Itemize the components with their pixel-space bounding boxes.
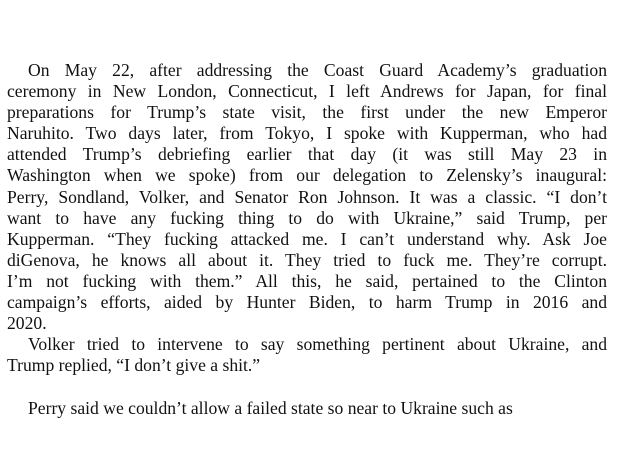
text-line: Volker tried to intervene to say something pertinent about Ukraine, and bbox=[28, 334, 607, 355]
text-line: Washington when we spoke) from our delegation to Zelensky’s inaugural: bbox=[7, 165, 607, 186]
paragraph-2 bbox=[7, 334, 607, 376]
text-line: On May 22, after addressing the Coast Guard Academy’s graduation bbox=[28, 60, 607, 80]
text-line: Trump replied, “I don’t give a shit.” bbox=[7, 355, 261, 376]
cut-off-text: Perry said we couldn’t allow a failed state so near to Ukraine such as bbox=[28, 398, 513, 418]
cut-off-line bbox=[7, 398, 607, 418]
text-line: attended Trump’s debriefing earlier that day (it was still May 23 in bbox=[7, 144, 607, 165]
text-line: Kupperman. “They fucking attacked me. I can’t understand why. Ask Joe bbox=[7, 228, 607, 249]
paragraph-1 bbox=[7, 60, 607, 334]
text-line: ceremony in New London, Connecticut, I left Andrews for Japan, for final bbox=[7, 81, 607, 102]
text-line: 2020. bbox=[7, 313, 47, 334]
text-line: Perry, Sondland, Volker, and Senator Ron Johnson. It was a classic. “I don’t bbox=[7, 186, 607, 207]
text-line: want to have any fucking thing to do with Ukraine,” said Trump, per bbox=[7, 207, 607, 228]
text-line: campaign’s efforts, aided by Hunter Biden, to harm Trump in 2016 and bbox=[7, 292, 607, 313]
text-line: diGenova, he knows all about it. They tried to fuck me. They’re corrupt. bbox=[7, 249, 607, 270]
text-line: Naruhito. Two days later, from Tokyo, I spoke with Kupperman, who had bbox=[7, 123, 607, 144]
text-line: I’m not fucking with them.” All this, he said, pertained to the Clinton bbox=[7, 270, 607, 291]
text-line: preparations for Trump’s state visit, the first under the new Emperor bbox=[7, 102, 607, 123]
body-text bbox=[7, 60, 607, 376]
